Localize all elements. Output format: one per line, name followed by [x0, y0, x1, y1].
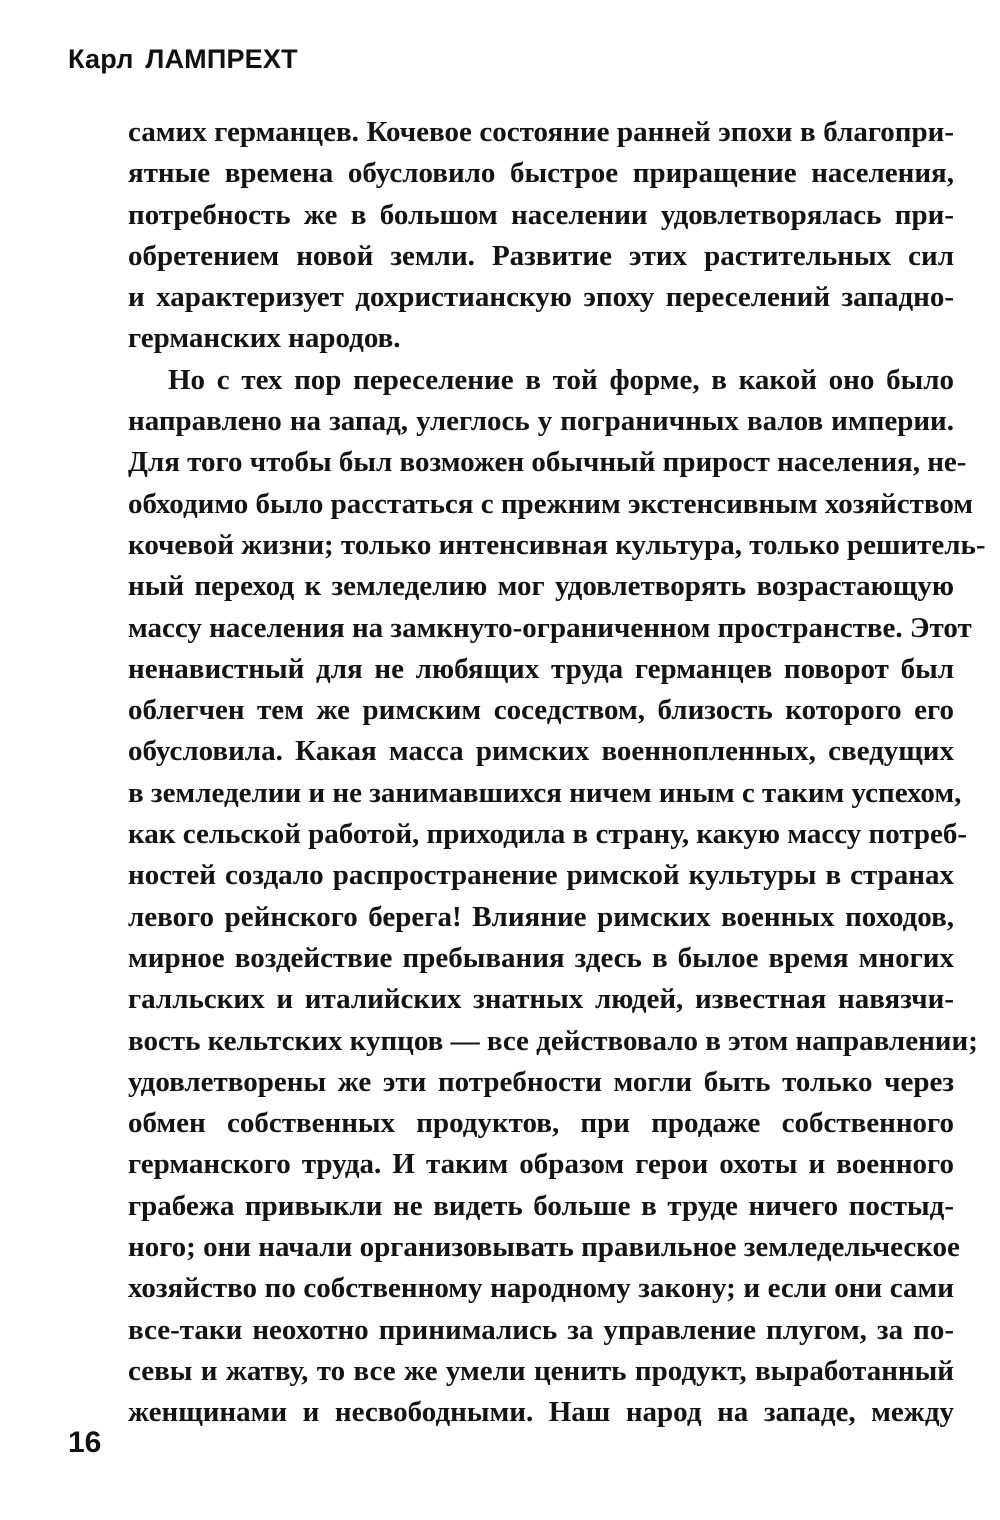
text-line: германского труда. И таким образом герои охоты и военного: [128, 1148, 954, 1181]
text-line: ненавистный для не любящих труда германцев поворот был: [128, 652, 954, 685]
text-line: ный переход к земледелию мог удовлетворять возрастающую: [128, 570, 954, 603]
text-line: ностей создало распространение римской культуры в странах: [128, 859, 954, 892]
text-line: облегчен тем же римским соседством, близость которого его: [128, 694, 954, 727]
text-line: Но с тех пор переселение в той форме, в какой оно было: [168, 363, 954, 396]
text-line: галльских и италийских знатных людей, известная навязчи-: [128, 983, 954, 1016]
text-line: севы и жатву, то все же умели ценить продукт, выработанный: [128, 1354, 954, 1387]
text-line: направлено на запад, улеглось у пограничных валов империи.: [128, 405, 954, 438]
text-line: обмен собственных продуктов, при продаже собственного: [128, 1107, 954, 1140]
text-line: все-таки неохотно принимались за управление плугом, за по-: [128, 1313, 954, 1346]
text-line: германских народов.: [128, 322, 401, 355]
text-line: вость кельтских купцов — все действовало в этом направлении;: [128, 1024, 978, 1057]
text-line: как сельской работой, приходила в страну, какую массу потреб-: [128, 818, 968, 851]
author-first-name: Карл: [68, 44, 134, 74]
running-head: [68, 44, 298, 75]
text-line: удовлетворены же эти потребности могли быть только через: [128, 1065, 954, 1098]
text-line: массу населения на замкнуто-ограниченном пространстве. Этот: [128, 611, 972, 644]
text-line: Для того чтобы был возможен обычный прирост населения, не-: [128, 446, 967, 479]
text-line: обретением новой земли. Развитие этих растительных сил: [128, 239, 954, 272]
text-line: обусловила. Какая масса римских военнопленных, сведущих: [128, 735, 954, 768]
author-last-name: ЛАМПРЕХТ: [145, 44, 298, 74]
text-line: обходимо было расстаться с прежним экстенсивным хозяйством: [128, 487, 974, 520]
text-line: в земледелии и не занимавшихся ничем иным с таким успехом,: [128, 776, 962, 809]
text-line: мирное воздействие пребывания здесь в былое время многих: [128, 941, 954, 974]
text-line: ятные времена обусловило быстрое приращение населения,: [128, 157, 954, 190]
text-line: грабежа привыкли не видеть больше в труде ничего постыд-: [128, 1189, 954, 1222]
text-line: женщинами и несвободными. Наш народ на западе, между: [128, 1396, 954, 1429]
body-text: [128, 112, 986, 1434]
text-line: ного; они начали организовывать правильное земледельческое: [128, 1231, 960, 1264]
text-line: хозяйство по собственному народному закону; и если они сами: [128, 1272, 954, 1305]
page-number: 16: [68, 1426, 102, 1459]
text-line: самих германцев. Кочевое состояние ранней эпохи в благопри-: [128, 116, 954, 148]
text-line: кочевой жизни; только интенсивная культура, только решитель-: [128, 528, 986, 561]
text-line: левого рейнского берега! Влияние римских военных походов,: [128, 900, 954, 933]
text-line: потребность же в большом населении удовлетворялась при-: [128, 198, 954, 231]
text-line: и характеризует дохристианскую эпоху переселений западно-: [128, 281, 954, 314]
